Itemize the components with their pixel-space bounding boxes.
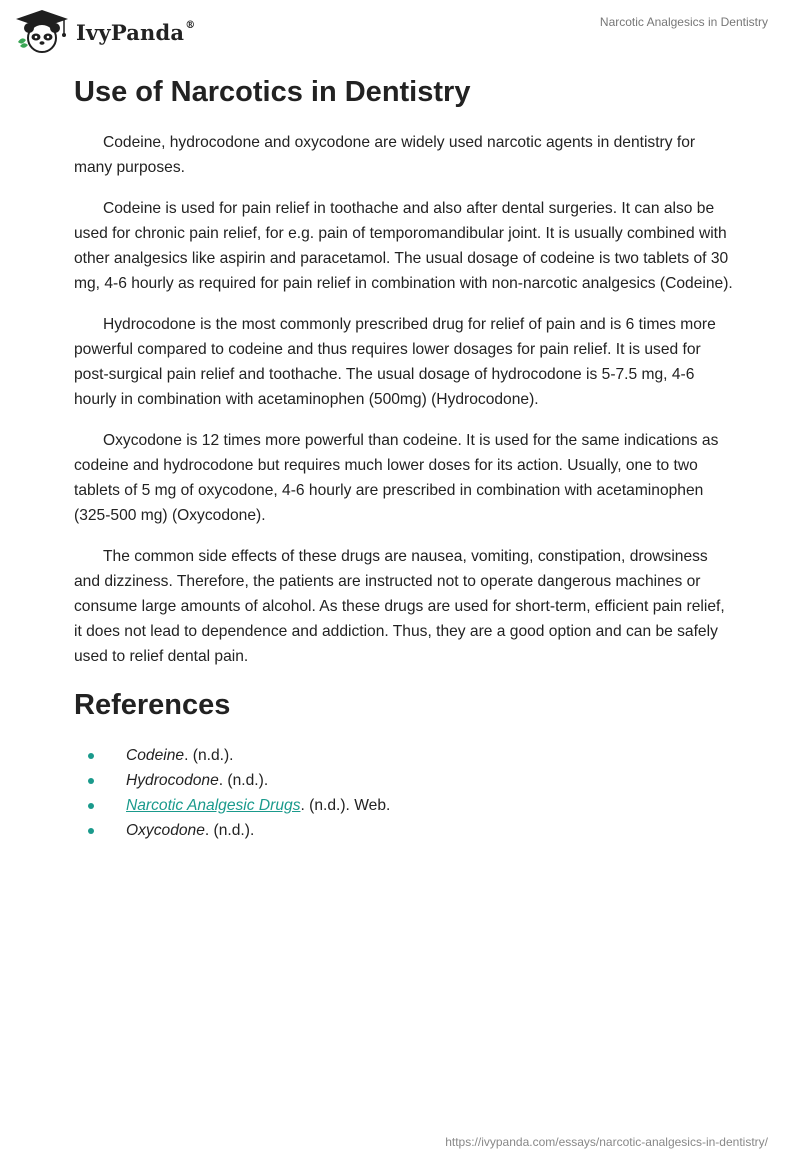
bullet-icon	[88, 828, 94, 834]
bullet-icon	[88, 778, 94, 784]
reference-link[interactable]: Narcotic Analgesic Drugs	[126, 797, 301, 814]
article-content	[74, 72, 734, 843]
references-list	[74, 743, 734, 843]
reference-suffix: . (n.d.).	[204, 822, 255, 839]
reference-item	[74, 768, 734, 793]
reference-item	[74, 793, 734, 818]
reference-title: Oxycodone	[126, 822, 205, 839]
bullet-icon	[88, 753, 94, 759]
reference-suffix: . (n.d.). Web.	[300, 797, 391, 814]
brand-logo[interactable]	[14, 8, 195, 54]
reference-title: Codeine	[126, 747, 185, 764]
brand-name: IvyPanda®	[76, 19, 196, 45]
reference-item	[74, 818, 734, 843]
paragraph-oxycodone: Oxycodone is 12 times more powerful than codeine. It is used for the same indications as codeine and hydrocodone but requires much lower doses for its action. Usually, one to two tablets of 5 mg of oxycodone, 4-6 hourly are prescribed in combination with acetaminophen (325-500 mg) (Oxycodone).	[74, 432, 719, 524]
footer-url[interactable]: https://ivypanda.com/essays/narcotic-analgesics-in-dentistry/	[445, 1135, 768, 1149]
reference-title: Hydrocodone	[126, 772, 219, 789]
paragraph-hydrocodone: Hydrocodone is the most commonly prescribed drug for relief of pain and is 6 times more powerful compared to codeine and thus requires lower dosages for pain relief. It is used for post-surgical pain relief and toothache. The usual dosage of hydrocodone is 5-7.5 mg, 4-6 hourly in combination with acetaminophen (500mg) (Hydrocodone).	[74, 316, 716, 408]
reference-item	[74, 743, 734, 768]
panda-graduate-icon	[14, 8, 70, 54]
bullet-icon	[88, 803, 94, 809]
document-title: Narcotic Analgesics in Dentistry	[599, 15, 768, 29]
page-title: Use of Narcotics in Dentistry	[74, 76, 471, 108]
reference-suffix: . (n.d.).	[184, 747, 234, 764]
reference-suffix: . (n.d.).	[218, 772, 269, 789]
page-header	[0, 0, 800, 60]
paragraph-intro: Codeine, hydrocodone and oxycodone are widely used narcotic agents in dentistry for many purposes.	[74, 134, 696, 176]
paragraph-side-effects: The common side effects of these drugs are nausea, vomiting, constipation, drowsiness and dizziness. Therefore, the patients are instructed not to operate dangerous machines or consume large amounts of alcohol. As these drugs are used for short-term, efficient pain relief, it does not lead to dependence and addiction. Thus, they are a good option and can be safely used to relief dental pain.	[74, 548, 725, 665]
references-heading: References	[74, 689, 231, 721]
paragraph-codeine: Codeine is used for pain relief in toothache and also after dental surgeries. It can also be used for chronic pain relief, for e.g. pain of temporomandibular joint. It is usually combined with other analgesics like aspirin and paracetamol. The usual dosage of codeine is two tablets of 30 mg, 4-6 hourly as required for pain relief in combination with non-narcotic analgesics (Codeine).	[74, 200, 733, 292]
